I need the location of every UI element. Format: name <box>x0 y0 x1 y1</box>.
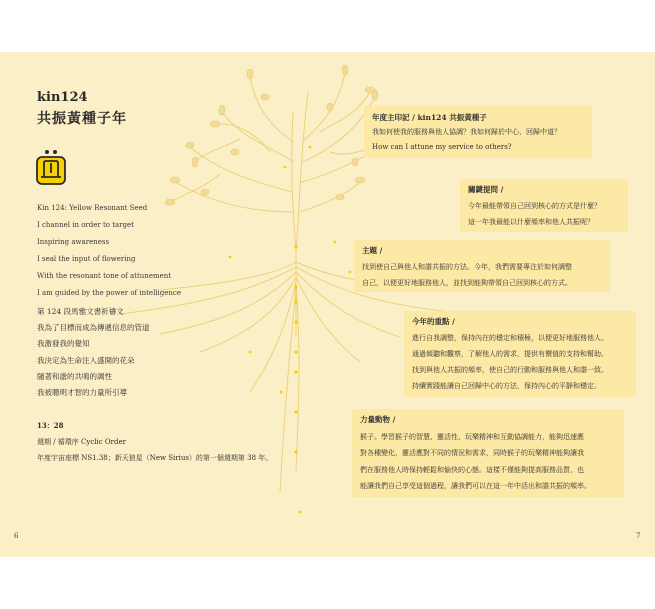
affirmation-line: Inspiring awareness <box>37 238 110 246</box>
power-animal-line: 們在服務他人時保持輕鬆和愉快的心態。這樣不僅能夠提高服務品質，也 <box>360 465 584 474</box>
theme-line: 自己，以便更好地服務他人，並找到能夠帶領自己回到核心的方式。 <box>362 279 572 287</box>
affirmation-line: 我決定為生命注入盛開的花朵 <box>37 355 135 365</box>
key-question-heading: 關鍵提問 / <box>468 185 504 194</box>
key-question-line: 這一年我最能以什麼頻率和他人共振呢？ <box>468 218 594 226</box>
focus-box <box>404 311 636 397</box>
annual-seal-line: 我如何使我的服務與他人協調？我如何歸於中心、回歸中道？ <box>372 128 561 136</box>
cycle-meta <box>37 418 272 466</box>
focus-line: 持續實踐能讓自己回歸中心的方法，保持內心的平靜和穩定。 <box>412 382 601 390</box>
annual-seal-box <box>364 106 592 158</box>
focus-line: 進行自我調整，保持內在的穩定和積極，以便更好地服務他人。 <box>412 334 608 342</box>
power-animal-line: 對各種變化，靈活應對不同的情況和需求，同時猴子的玩樂精神能夠讓我 <box>360 449 584 457</box>
affirmation-line: 第 124 段馬雅文書祈禱文 <box>37 307 124 316</box>
power-animal-box <box>352 409 624 497</box>
focus-line: 通過傾聽和觀察，了解他人的需求，提供有價值的支持和幫助。 <box>412 350 608 358</box>
page-number-right: 7 <box>636 532 641 540</box>
annual-seal-line: How can I attune my service to others? <box>372 143 512 151</box>
affirmation-line: Kin 124: Yellow Resonant Seed <box>37 204 148 212</box>
chinese-affirmation <box>37 304 150 401</box>
english-affirmation <box>37 200 181 302</box>
theme-line: 找到使自己與他人和諧共振的方法。今年，我們需要專注於如何調整 <box>362 263 572 271</box>
affirmation-line: With the resonant tone of attunement <box>37 272 172 280</box>
annual-seal-heading: 年度主印記 / kin124 共振黃種子 <box>372 113 487 122</box>
page-number-left: 6 <box>14 532 19 540</box>
affirmation-line: I am guided by the power of intelligence <box>37 289 181 297</box>
power-animal-line: 能讓我們自己享受這個過程，讓我們可以在這一年中活出和諧共振的頻率。 <box>360 482 591 490</box>
page-title: 共振黃種子年 <box>37 111 127 127</box>
kin-number: kin124 <box>37 90 88 105</box>
key-question-box <box>460 179 628 232</box>
affirmation-line: I seal the input of flowering <box>37 255 136 263</box>
theme-box <box>354 240 610 292</box>
focus-line: 找到與他人共振的頻率，使自己的行動和服務與他人和諧一致。 <box>412 366 608 374</box>
focus-heading: 今年的重點 / <box>412 317 455 326</box>
key-question-line: 今年最能帶領自己回到核心的方式是什麼？ <box>468 202 601 210</box>
yellow-seed-glyph-icon <box>36 149 66 185</box>
cycle-order: 週期 / 循環序 Cyclic Order <box>37 438 126 446</box>
affirmation-line: I channel in order to target <box>37 221 134 229</box>
cosmic-coordinate: 年度宇宙座標 NS1.38；新天狼星（New Sirius）的第一個週期第 38 年。 <box>37 454 273 462</box>
affirmation-line: 我被聰明才智的力量所引導 <box>37 388 127 398</box>
power-animal-heading: 力量動物 / <box>360 415 396 424</box>
book-spread <box>0 52 655 557</box>
theme-heading: 主題 / <box>362 246 383 255</box>
power-animal-line: 猴子。學習猴子的智慧、靈活性、玩樂精神和互動協調能力，能夠迅速應 <box>360 432 584 441</box>
affirmation-line: 我為了目標而成為傳遞信息的管道 <box>37 323 150 333</box>
affirmation-line: 我激發我的覺知 <box>37 339 90 349</box>
cycle-number: 13：28 <box>37 421 64 430</box>
affirmation-line: 隨著和諧的共鳴的調性 <box>37 371 112 381</box>
